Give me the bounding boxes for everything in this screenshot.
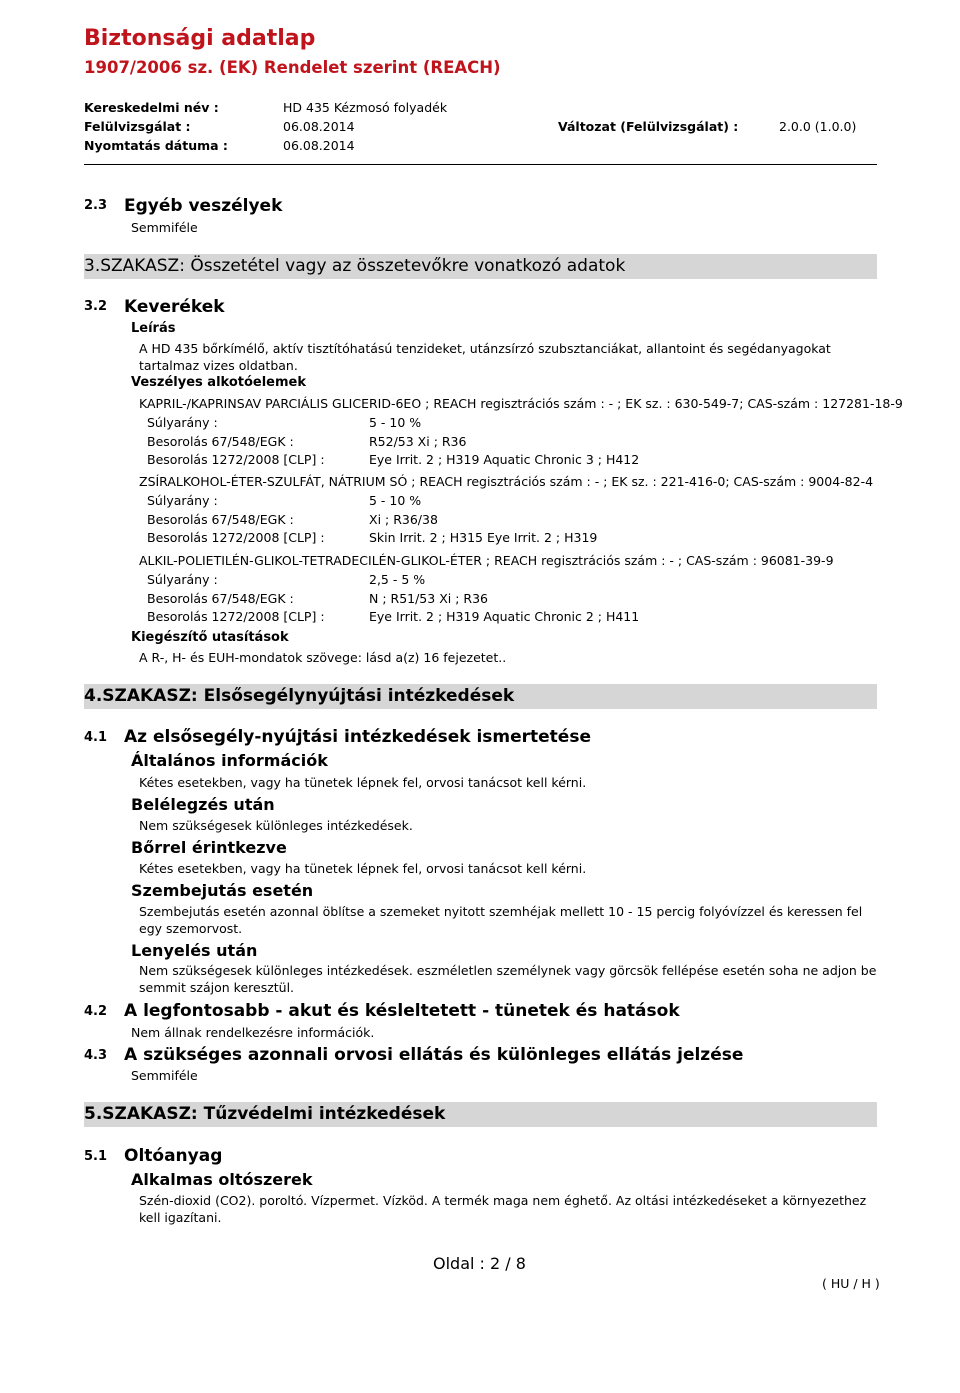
document-subtitle: 1907/2006 sz. (EK) Rendelet szerint (REACH) (84, 58, 501, 77)
version-label: Változat (Felülvizsgálat) : (558, 119, 739, 134)
section-4-1-number: 4.1 (84, 730, 108, 745)
extinguishing-media-text: Szén-dioxid (CO2). poroltó. Vízpermet. Vízköd. A termék maga nem éghető. Az oltási intézkedéseket a környezethez kell igazítani. (139, 1193, 867, 1225)
description-label: Leírás (131, 321, 176, 336)
component-1-eec-label: Besorolás 67/548/EGK : (147, 434, 294, 449)
revision-label: Felülvizsgálat : (84, 119, 191, 134)
trade-name-label: Kereskedelmi név : (84, 100, 219, 115)
skin-contact-title: Bőrrel érintkezve (131, 838, 287, 857)
section-3-2-number: 3.2 (84, 299, 108, 314)
component-1-eec-value: R52/53 Xi ; R36 (369, 434, 467, 449)
component-1-name: KAPRIL-/KAPRINSAV PARCIÁLIS GLICERID-6EO ; REACH regisztrációs szám : - ; EK sz. : 630-549-7; CAS-szám : 127281-18-9 (139, 396, 903, 411)
section-5-band (84, 1102, 877, 1127)
component-2-clp-label: Besorolás 1272/2008 [CLP] : (147, 530, 325, 545)
section-5-heading: 5.SZAKASZ: Tűzvédelmi intézkedések (84, 1104, 446, 1124)
section-4-3-text: Semmiféle (131, 1068, 198, 1083)
ingestion-title: Lenyelés után (131, 941, 258, 960)
section-2-3-text: Semmiféle (131, 220, 198, 235)
section-4-band (84, 684, 877, 709)
section-3-band (84, 254, 877, 279)
component-2-eec-value: Xi ; R36/38 (369, 512, 438, 527)
inhalation-text: Nem szükségesek különleges intézkedések. (139, 818, 413, 833)
section-4-1-title: Az elsősegély-nyújtási intézkedések ismertetése (124, 727, 591, 747)
section-3-heading: 3.SZAKASZ: Összetétel vagy az összetevőkre vonatkozó adatok (84, 256, 626, 276)
component-3-weight-label: Súlyarány : (147, 572, 218, 587)
component-1-clp-value: Eye Irrit. 2 ; H319 Aquatic Chronic 3 ; H412 (369, 452, 640, 467)
component-1-weight-value: 5 - 10 % (369, 415, 422, 430)
component-3-eec-label: Besorolás 67/548/EGK : (147, 591, 294, 606)
component-1-clp-label: Besorolás 1272/2008 [CLP] : (147, 452, 325, 467)
extinguishing-media-title: Alkalmas oltószerek (131, 1170, 313, 1189)
section-4-3-number: 4.3 (84, 1048, 108, 1063)
component-3-clp-label: Besorolás 1272/2008 [CLP] : (147, 609, 325, 624)
document-title: Biztonsági adatlap (84, 26, 316, 51)
section-2-3-title: Egyéb veszélyek (124, 196, 283, 216)
section-2-3-number: 2.3 (84, 198, 108, 213)
eye-contact-title: Szembejutás esetén (131, 881, 314, 900)
component-3-clp-value: Eye Irrit. 2 ; H319 Aquatic Chronic 2 ; H411 (369, 609, 640, 624)
language-code: ( HU / H ) (822, 1276, 880, 1291)
section-4-2-number: 4.2 (84, 1004, 108, 1019)
revision-value: 06.08.2014 (283, 119, 355, 134)
component-2-clp-value: Skin Irrit. 2 ; H315 Eye Irrit. 2 ; H319 (369, 530, 598, 545)
section-4-3-title: A szükséges azonnali orvosi ellátás és különleges ellátás jelzése (124, 1045, 744, 1065)
general-info-title: Általános információk (131, 751, 328, 770)
general-info-text: Kétes esetekben, vagy ha tünetek lépnek fel, orvosi tanácsot kell kérni. (139, 775, 587, 790)
eye-contact-text: Szembejutás esetén azonnal öblítse a szemeket nyitott szemhéjak mellett 10 - 15 percig folyóvízzel és keressen fel egy szemorvost. (139, 904, 863, 936)
trade-name-value: HD 435 Kézmosó folyadék (283, 100, 448, 115)
component-3-eec-value: N ; R51/53 Xi ; R36 (369, 591, 488, 606)
description-text: A HD 435 bőrkímélő, aktív tisztítóhatású tenzideket, utánzsírzó szubsztanciákat, allantoint és segédanyagokat tartalmaz vizes oldatban. (139, 341, 831, 373)
supplementary-text: A R-, H- és EUH-mondatok szövege: lásd a(z) 16 fejezetet.. (139, 650, 507, 665)
component-3-weight-value: 2,5 - 5 % (369, 572, 426, 587)
supplementary-label: Kiegészítő utasítások (131, 630, 289, 645)
section-5-1-title: Oltóanyag (124, 1146, 223, 1166)
dangerous-components-label: Veszélyes alkotóelemek (131, 375, 306, 390)
header-divider (84, 164, 877, 165)
print-date-label: Nyomtatás dátuma : (84, 138, 228, 153)
version-value: 2.0.0 (1.0.0) (779, 119, 857, 134)
component-2-weight-label: Súlyarány : (147, 493, 218, 508)
section-4-2-text: Nem állnak rendelkezésre információk. (131, 1025, 375, 1040)
page-number: Oldal : 2 / 8 (433, 1254, 526, 1273)
component-2-eec-label: Besorolás 67/548/EGK : (147, 512, 294, 527)
component-3-name: ALKIL-POLIETILÉN-GLIKOL-TETRADECILÉN-GLIKOL-ÉTER ; REACH regisztrációs szám : - ; CAS-szám : 96081-39-9 (139, 553, 834, 568)
component-2-weight-value: 5 - 10 % (369, 493, 422, 508)
section-3-2-title: Keverékek (124, 297, 225, 317)
skin-contact-text: Kétes esetekben, vagy ha tünetek lépnek fel, orvosi tanácsot kell kérni. (139, 861, 587, 876)
component-2-name: ZSÍRALKOHOL-ÉTER-SZULFÁT, NÁTRIUM SÓ ; REACH regisztrációs szám : - ; EK sz. : 221-416-0; CAS-szám : 9004-82-4 (139, 474, 874, 489)
section-4-2-title: A legfontosabb - akut és késleltetett - tünetek és hatások (124, 1001, 680, 1021)
component-1-weight-label: Súlyarány : (147, 415, 218, 430)
print-date-value: 06.08.2014 (283, 138, 355, 153)
section-4-heading: 4.SZAKASZ: Elsősegélynyújtási intézkedések (84, 686, 515, 706)
inhalation-title: Belélegzés után (131, 795, 275, 814)
section-5-1-number: 5.1 (84, 1149, 108, 1164)
ingestion-text: Nem szükségesek különleges intézkedések. eszméletlen személynek vagy görcsök fellépése esetén soha ne adjon be semmit szájon keresztül. (139, 963, 877, 995)
